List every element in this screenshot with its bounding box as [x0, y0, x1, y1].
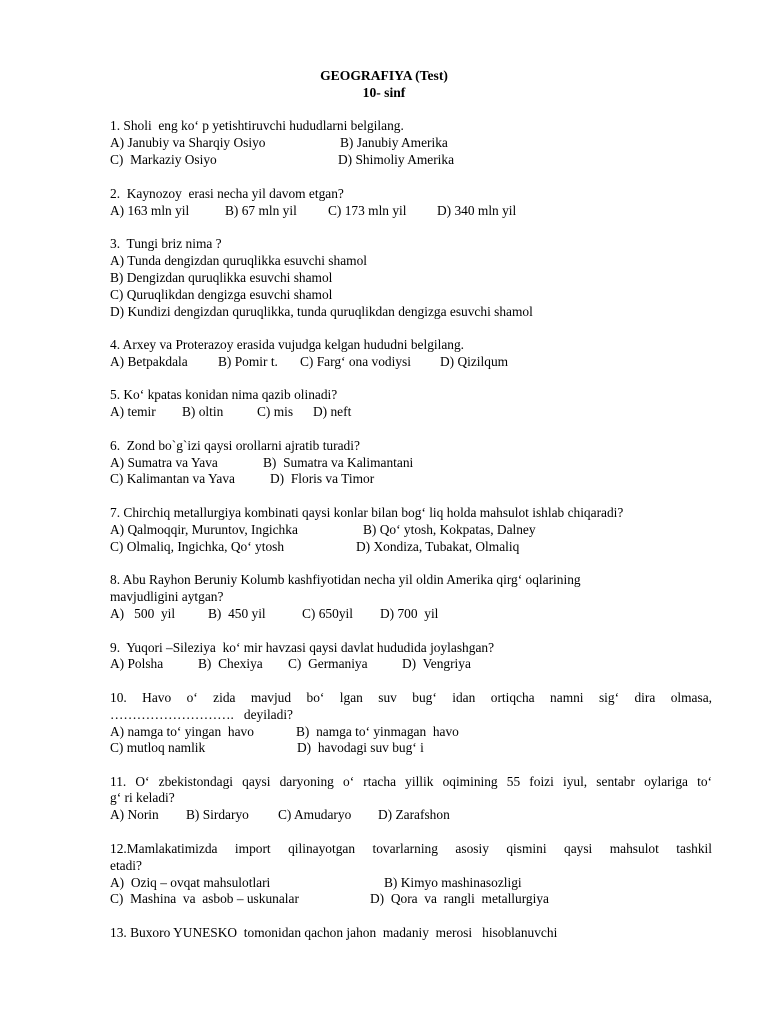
- q1-option-b: B) Janubiy Amerika: [340, 135, 448, 150]
- q3-option-b: B) Dengizdan quruqlikka esuvchi shamol: [110, 270, 333, 285]
- q5-option-b: B) oltin: [182, 404, 224, 419]
- q8-option-b: B) 450 yil: [208, 606, 266, 621]
- q6-option-d: D) Floris va Timor: [270, 471, 375, 486]
- q4-option-c: C) Farg‘ ona vodiysi: [300, 354, 411, 369]
- q12-option-c: C) Mashina va asbob – uskunalar: [110, 891, 299, 906]
- q1-option-d: D) Shimoliy Amerika: [338, 152, 455, 167]
- q7-option-a: A) Qalmoqqir, Muruntov, Ingichka: [110, 522, 298, 537]
- question-13: 13. Buxoro YUNESKO tomonidan qachon jahon madaniy merosi hisoblanuvchi: [110, 925, 558, 940]
- question-9: 9. Yuqori –Sileziya ko‘ mir havzasi qaysi davlat hududida joylashgan?: [110, 640, 495, 655]
- q12-option-a: A) Oziq – ovqat mahsulotlari: [110, 875, 271, 890]
- q7-option-d: D) Xondiza, Tubakat, Olmaliq: [356, 539, 520, 554]
- q11-option-b: B) Sirdaryo: [186, 807, 249, 822]
- question-12-line-2: etadi?: [110, 858, 142, 873]
- question-11-line-2: g‘ ri keladi?: [110, 790, 175, 805]
- q5-option-a: A) temir: [110, 404, 156, 419]
- q1-option-c: C) Markaziy Osiyo: [110, 152, 217, 167]
- q7-option-b: B) Qo‘ ytosh, Kokpatas, Dalney: [363, 522, 536, 537]
- q11-option-c: C) Amudaryo: [278, 807, 352, 822]
- question-4: 4. Arxey va Proterazoy erasida vujudga kelgan hududni belgilang.: [110, 337, 465, 352]
- question-10-line-1: 10. Havo o‘ zida mavjud bo‘ lgan suv bug‘ idan ortiqcha namni sig‘ dira olmasa,: [110, 690, 712, 705]
- q7-option-c: C) Olmaliq, Ingichka, Qo‘ ytosh: [110, 539, 285, 554]
- q5-option-d: D) neft: [313, 404, 352, 419]
- q6-option-b: B) Sumatra va Kalimantani: [263, 455, 414, 470]
- question-11-line-1: 11. O‘ zbekistondagi qaysi daryoning o‘ rtacha yillik oqimining 55 foizi iyul, sentabr oylariga to‘: [110, 774, 712, 789]
- q11-option-d: D) Zarafshon: [378, 807, 450, 822]
- q2-option-d: D) 340 mln yil: [437, 203, 517, 218]
- page-subtitle: 10- sinf: [362, 85, 406, 100]
- question-1: 1. Sholi eng ko‘ p yetishtiruvchi hududlarni belgilang.: [110, 118, 404, 133]
- q12-option-d: D) Qora va rangli metallurgiya: [370, 891, 549, 906]
- q3-option-c: C) Quruqlikdan dengizga esuvchi shamol: [110, 287, 333, 302]
- q3-option-d: D) Kundizi dengizdan quruqlikka, tunda quruqlikdan dengizga esuvchi shamol: [110, 304, 533, 319]
- q8-option-c: C) 650yil: [302, 606, 353, 621]
- question-10-line-2: ………………………. deyiladi?: [110, 707, 293, 722]
- question-8-line-2: mavjudligini aytgan?: [110, 589, 224, 604]
- question-12-line-1: 12.Mamlakatimizda import qilinayotgan tovarlarning asosiy qismini qaysi mahsulot tashkil: [110, 841, 712, 856]
- question-5: 5. Ko‘ kpatas konidan nima qazib olinadi?: [110, 387, 338, 402]
- q12-option-b: B) Kimyo mashinasozligi: [384, 875, 522, 890]
- q10-option-d: D) havodagi suv bug‘ i: [297, 740, 424, 755]
- q10-option-b: B) namga to‘ yinmagan havo: [296, 724, 459, 739]
- q3-option-a: A) Tunda dengizdan quruqlikka esuvchi shamol: [110, 253, 367, 268]
- question-7: 7. Chirchiq metallurgiya kombinati qaysi konlar bilan bog‘ liq holda mahsulot ishlab chiqaradi?: [110, 505, 624, 520]
- q9-option-d: D) Vengriya: [402, 656, 471, 671]
- question-3: 3. Tungi briz nima ?: [110, 236, 222, 251]
- q4-option-d: D) Qizilqum: [440, 354, 509, 369]
- question-6: 6. Zond bo`g`izi qaysi orollarni ajratib turadi?: [110, 438, 360, 453]
- q5-option-c: C) mis: [257, 404, 294, 419]
- q6-option-c: C) Kalimantan va Yava: [110, 471, 235, 486]
- page-title: GEOGRAFIYA (Test): [320, 68, 448, 83]
- q2-option-a: A) 163 mln yil: [110, 203, 190, 218]
- q9-option-c: C) Germaniya: [288, 656, 368, 671]
- q8-option-a: A) 500 yil: [110, 606, 176, 621]
- question-2: 2. Kaynozoy erasi necha yil davom etgan?: [110, 186, 344, 201]
- q4-option-a: A) Betpakdala: [110, 354, 188, 369]
- q9-option-b: B) Chexiya: [198, 656, 263, 671]
- question-8-line-1: 8. Abu Rayhon Beruniy Kolumb kashfiyotidan necha yil oldin Amerika qirg‘ oqlarining: [110, 572, 581, 587]
- q9-option-a: A) Polsha: [110, 656, 164, 671]
- q10-option-a: A) namga to‘ yingan havo: [110, 724, 254, 739]
- q4-option-b: B) Pomir t.: [218, 354, 278, 369]
- q2-option-b: B) 67 mln yil: [225, 203, 297, 218]
- q6-option-a: A) Sumatra va Yava: [110, 455, 218, 470]
- q1-option-a: A) Janubiy va Sharqiy Osiyo: [110, 135, 266, 150]
- q11-option-a: A) Norin: [110, 807, 159, 822]
- q2-option-c: C) 173 mln yil: [328, 203, 407, 218]
- q8-option-d: D) 700 yil: [380, 606, 439, 621]
- q10-option-c: C) mutloq namlik: [110, 740, 206, 755]
